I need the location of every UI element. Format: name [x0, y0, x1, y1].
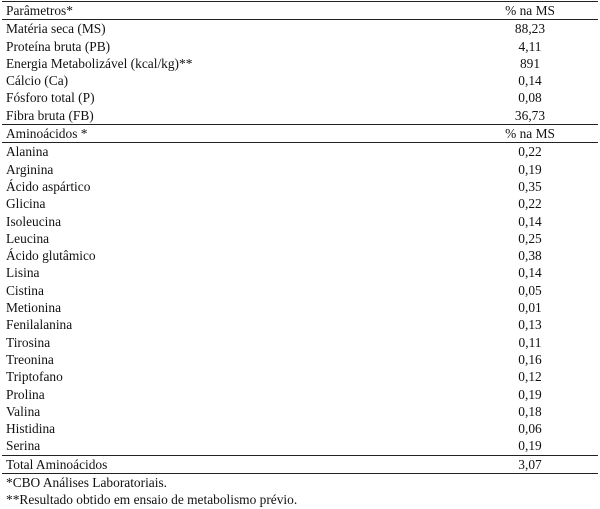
- total-value: 3,07: [518, 456, 542, 472]
- footnote-1: *CBO Análises Laboratoriais.: [6, 475, 168, 491]
- row-value: 0,11: [518, 334, 542, 350]
- row-label: Metionina: [6, 300, 62, 316]
- amino-acids-header: Aminoácidos *: [6, 126, 88, 142]
- row-value: 0,16: [518, 351, 542, 367]
- row-label: Treonina: [6, 351, 54, 367]
- row-label: Fibra bruta (FB): [6, 107, 94, 123]
- table-row: [2, 161, 598, 178]
- row-value: 0,13: [518, 317, 542, 333]
- row-label: Proteína bruta (PB): [6, 38, 111, 54]
- row-label: Leucina: [6, 230, 50, 246]
- row-label: Ácido glutâmico: [6, 248, 96, 264]
- footnote-2: **Resultado obtido em ensaio de metabolismo prévio.: [6, 492, 298, 508]
- row-label: Arginina: [6, 161, 54, 177]
- row-value: 0,01: [518, 300, 542, 316]
- row-label: Ácido aspártico: [6, 178, 91, 194]
- parameters-header: Parâmetros*: [6, 3, 73, 18]
- row-value: 0,19: [518, 386, 542, 402]
- table-row: [2, 143, 598, 160]
- row-label: Serina: [6, 438, 41, 454]
- row-label: Prolina: [6, 386, 45, 402]
- table-row: [2, 20, 598, 37]
- row-value: 0,14: [518, 73, 542, 89]
- table-row: [2, 89, 598, 106]
- table-row: [2, 213, 598, 230]
- row-value: 0,05: [518, 282, 542, 298]
- table-row: [2, 334, 598, 351]
- row-value: 0,14: [518, 213, 542, 229]
- row-value: 0,38: [518, 248, 542, 264]
- row-label: Tirosina: [6, 334, 51, 350]
- row-label: Cálcio (Ca): [6, 73, 69, 89]
- table-row: [2, 351, 598, 368]
- table-row: [2, 420, 598, 437]
- row-label: Glicina: [6, 196, 46, 212]
- table-row: [2, 437, 598, 454]
- row-label: Isoleucina: [6, 213, 62, 229]
- row-value: 0,18: [518, 403, 542, 419]
- row-label: Triptofano: [6, 369, 63, 385]
- row-value: 0,25: [518, 230, 542, 246]
- table-row: [2, 72, 598, 89]
- row-value: 0,35: [518, 178, 542, 194]
- row-value: 88,23: [514, 21, 546, 37]
- row-value: 0,19: [518, 161, 542, 177]
- row-value: 0,14: [518, 265, 542, 281]
- table-row: [2, 230, 598, 247]
- row-value: 891: [519, 55, 541, 71]
- row-label: Lisina: [6, 265, 40, 281]
- table-row: [2, 178, 598, 195]
- table-row: [2, 247, 598, 264]
- amino-acids-body: [2, 143, 598, 454]
- row-label: Fósforo total (P): [6, 90, 95, 106]
- row-label: Matéria seca (MS): [6, 21, 106, 37]
- table-row: [2, 264, 598, 281]
- row-label: Valina: [6, 403, 41, 419]
- table-row: [2, 299, 598, 316]
- table-row: [2, 282, 598, 299]
- table-row: [2, 403, 598, 420]
- total-label: Total Aminoácidos: [6, 456, 108, 472]
- composition-table: [2, 1, 598, 509]
- unit-header: % na MS: [505, 3, 555, 18]
- table-row: [2, 55, 598, 72]
- amino-acids-header-row: [2, 124, 598, 143]
- table-row: [2, 38, 598, 55]
- row-value: 0,06: [518, 421, 542, 437]
- total-row: [2, 455, 598, 474]
- row-value: 0,12: [518, 369, 542, 385]
- row-label: Histidina: [6, 421, 56, 437]
- amino-unit-header: % na MS: [505, 126, 555, 142]
- row-value: 36,73: [514, 107, 546, 123]
- row-label: Energia Metabolizável (kcal/kg)**: [6, 55, 193, 71]
- footnotes: [2, 474, 598, 509]
- table-row: [2, 316, 598, 333]
- row-value: 0,19: [518, 438, 542, 454]
- row-label: Cistina: [6, 282, 44, 298]
- row-label: Alanina: [6, 144, 49, 160]
- table-row: [2, 386, 598, 403]
- row-value: 0,22: [518, 144, 542, 160]
- table-row: [2, 195, 598, 212]
- row-value: 4,11: [518, 38, 542, 54]
- table-row: [2, 368, 598, 385]
- table-row: [2, 107, 598, 124]
- parameters-body: [2, 20, 598, 124]
- row-label: Fenilalanina: [6, 317, 73, 333]
- parameters-header-row: [2, 1, 598, 20]
- row-value: 0,22: [518, 196, 542, 212]
- row-value: 0,08: [518, 90, 542, 106]
